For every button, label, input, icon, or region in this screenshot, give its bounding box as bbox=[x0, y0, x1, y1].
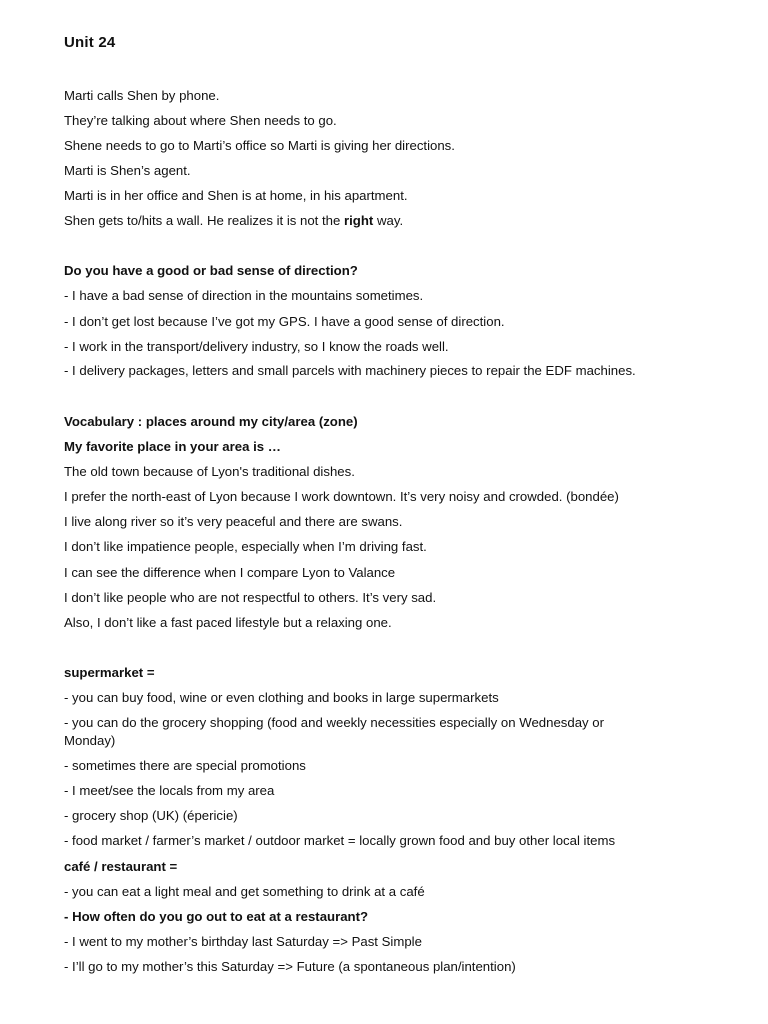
vocabulary-subheading: My favorite place in your area is … bbox=[64, 439, 281, 454]
intro-text: way. bbox=[373, 213, 404, 228]
vocabulary-item: I don’t like impatience people, especially when I’m driving fast. bbox=[64, 539, 427, 554]
vocabulary-item: I prefer the north-east of Lyon because I work downtown. It’s very noisy and crowded. (bondée) bbox=[64, 489, 619, 504]
supermarket-item: - sometimes there are special promotions bbox=[64, 758, 306, 773]
vocabulary-item: I can see the difference when I compare Lyon to Valance bbox=[64, 565, 396, 580]
supermarket-item: - you can buy food, wine or even clothing and books in large supermarkets bbox=[64, 690, 499, 705]
vocabulary-item: I live along river so it’s very peaceful and there are swans. bbox=[64, 514, 403, 529]
intro-line: Marti is in her office and Shen is at home, in his apartment. bbox=[64, 188, 408, 203]
intro-text: Shen gets to/hits a wall. He realizes it is not the bbox=[64, 213, 345, 228]
direction-item: - I don’t get lost because I’ve got my GPS. I have a good sense of direction. bbox=[64, 314, 505, 329]
cafe-question-dash: - bbox=[64, 909, 73, 924]
supermarket-item: - food market / farmer’s market / outdoor market = locally grown food and buy other local items bbox=[64, 833, 616, 848]
emphasis-right: right bbox=[344, 213, 374, 228]
document-title: Unit 24 bbox=[64, 34, 116, 51]
vocabulary-item: Also, I don’t like a fast paced lifestyle but a relaxing one. bbox=[64, 615, 392, 630]
cafe-item: - I went to my mother’s birthday last Saturday => Past Simple bbox=[64, 934, 422, 949]
intro-line bbox=[64, 212, 403, 230]
direction-item: - I delivery packages, letters and small parcels with machinery pieces to repair the EDF machines. bbox=[64, 363, 636, 378]
direction-heading: Do you have a good or bad sense of direction? bbox=[64, 263, 358, 278]
supermarket-item: - you can do the grocery shopping (food and weekly necessities especially on Wednesday or Monday) bbox=[64, 715, 605, 748]
cafe-item: - you can eat a light meal and get something to drink at a café bbox=[64, 884, 425, 899]
vocabulary-item: I don’t like people who are not respectful to others. It’s very sad. bbox=[64, 590, 437, 605]
vocabulary-item: The old town because of Lyon's traditional dishes. bbox=[64, 464, 355, 479]
supermarket-heading: supermarket = bbox=[64, 665, 155, 680]
direction-item: - I have a bad sense of direction in the mountains sometimes. bbox=[64, 288, 424, 303]
cafe-item: - I’ll go to my mother’s this Saturday => Future (a spontaneous plan/intention) bbox=[64, 959, 516, 974]
cafe-question-text: How often do you go out to eat at a restaurant? bbox=[72, 909, 369, 924]
intro-line: Marti is Shen’s agent. bbox=[64, 163, 191, 178]
intro-line: Shene needs to go to Marti’s office so Marti is giving her directions. bbox=[64, 138, 455, 153]
cafe-question bbox=[64, 908, 368, 926]
cafe-heading: café / restaurant = bbox=[64, 859, 178, 874]
supermarket-item: - grocery shop (UK) (épericie) bbox=[64, 808, 238, 823]
vocabulary-heading: Vocabulary : places around my city/area (zone) bbox=[64, 414, 358, 429]
intro-line: They’re talking about where Shen needs to go. bbox=[64, 113, 337, 128]
intro-line: Marti calls Shen by phone. bbox=[64, 88, 220, 103]
direction-item: - I work in the transport/delivery industry, so I know the roads well. bbox=[64, 339, 449, 354]
supermarket-item: - I meet/see the locals from my area bbox=[64, 783, 275, 798]
